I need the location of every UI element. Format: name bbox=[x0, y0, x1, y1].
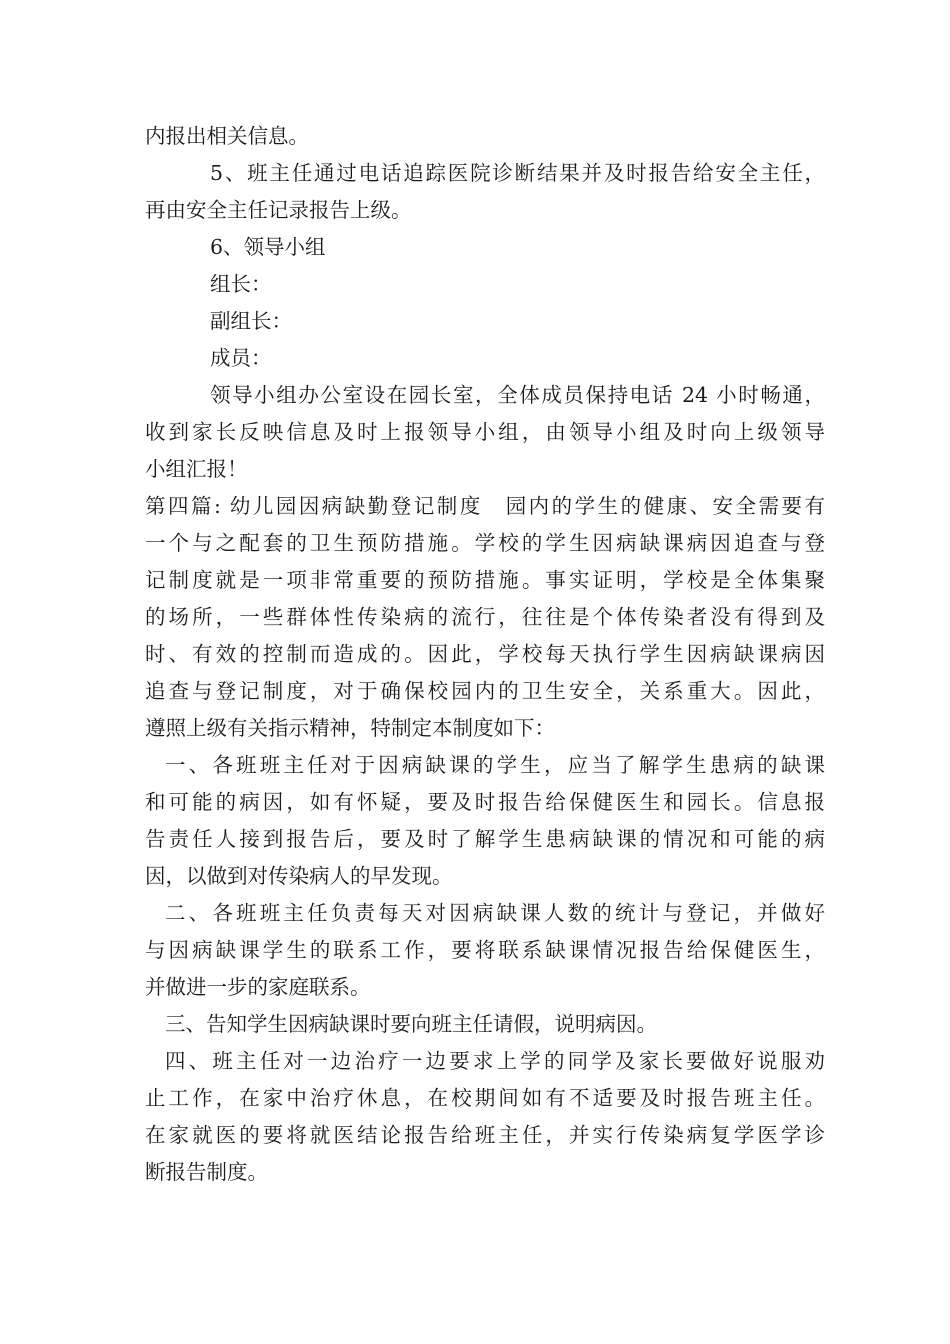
text-line: 四、班主任对一边治疗一边要求上学的同学及家长要做好说服劝 bbox=[165, 1049, 825, 1073]
text-line: 与因病缺课学生的联系工作，要将联系缺课情况报告给保健医生， bbox=[145, 938, 825, 962]
text-line: 领导小组办公室设在园长室，全体成员保持电话 24 小时畅通， bbox=[210, 383, 825, 407]
text-line: 收到家长反映信息及时上报领导小组，由领导小组及时向上级领导 bbox=[145, 420, 825, 444]
text-line: 时、有效的控制而造成的。因此，学校每天执行学生因病缺课病因 bbox=[145, 642, 825, 666]
text-line: 再由安全主任记录报告上级。 bbox=[145, 198, 412, 222]
text-line: 6、领导小组 bbox=[210, 235, 326, 259]
text-line: 5、班主任通过电话追踪医院诊断结果并及时报告给安全主任， bbox=[210, 161, 825, 185]
text-line: 小组汇报！ bbox=[145, 457, 248, 481]
text-line: 一个与之配套的卫生预防措施。学校的学生因病缺课病因追查与登 bbox=[145, 531, 825, 555]
text-line: 成员： bbox=[210, 346, 272, 370]
text-line: 副组长： bbox=[210, 309, 292, 333]
text-line: 断报告制度。 bbox=[145, 1160, 268, 1184]
section-heading-line: 第四篇: 幼儿园因病缺勤登记制度 园内的学生的健康、安全需要有 bbox=[145, 494, 825, 518]
text-line: 和可能的病因，如有怀疑，要及时报告给保健医生和园长。信息报 bbox=[145, 790, 825, 814]
text-line: 记制度就是一项非常重要的预防措施。事实证明，学校是全体集聚 bbox=[145, 568, 825, 592]
text-line: 在家就医的要将就医结论报告给班主任，并实行传染病复学医学诊 bbox=[145, 1123, 825, 1147]
text-line: 三、告知学生因病缺课时要向班主任请假，说明病因。 bbox=[165, 1012, 657, 1036]
text-line: 因，以做到对传染病人的早发现。 bbox=[145, 864, 453, 888]
text-line: 止工作，在家中治疗休息，在校期间如有不适要及时报告班主任。 bbox=[145, 1086, 825, 1110]
text-line: 告责任人接到报告后，要及时了解学生患病缺课的情况和可能的病 bbox=[145, 827, 825, 851]
text-line: 的场所，一些群体性传染病的流行，往往是个体传染者没有得到及 bbox=[145, 605, 825, 629]
text-line: 一、各班班主任对于因病缺课的学生，应当了解学生患病的缺课 bbox=[165, 753, 825, 777]
text-line: 追查与登记制度，对于确保校园内的卫生安全，关系重大。因此， bbox=[145, 679, 825, 703]
text-line: 遵照上级有关指示精神，特制定本制度如下： bbox=[145, 716, 555, 740]
text-line: 二、各班班主任负责每天对因病缺课人数的统计与登记，并做好 bbox=[165, 901, 825, 925]
text-line: 组长： bbox=[210, 272, 272, 296]
text-line: 并做进一步的家庭联系。 bbox=[145, 975, 371, 999]
text-line: 内报出相关信息。 bbox=[145, 124, 309, 148]
